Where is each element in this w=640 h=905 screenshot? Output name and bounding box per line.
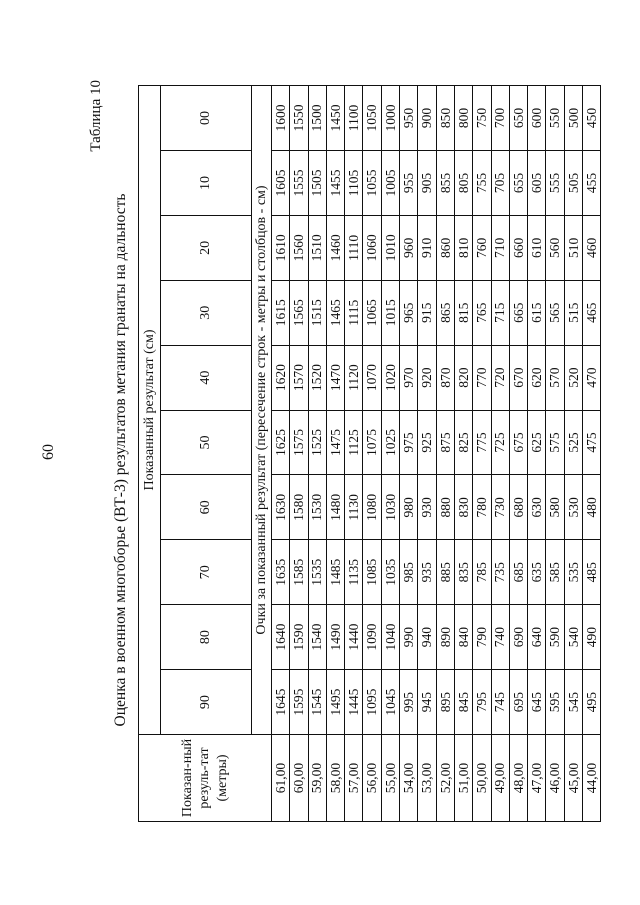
table-row xyxy=(473,86,491,822)
points-cell: 1135 xyxy=(345,540,363,605)
points-cell: 655 xyxy=(509,150,527,215)
points-cell: 1540 xyxy=(308,605,326,670)
result-meters-cell: 51,00 xyxy=(454,735,472,822)
table-row xyxy=(363,86,381,822)
points-cell: 645 xyxy=(528,670,546,735)
header-row-centimeters xyxy=(161,86,252,822)
points-cell: 1050 xyxy=(363,86,381,151)
points-cell: 635 xyxy=(528,540,546,605)
header-row-points-caption xyxy=(252,86,272,822)
points-cell: 960 xyxy=(400,215,418,280)
result-meters-cell: 57,00 xyxy=(345,735,363,822)
points-cell: 530 xyxy=(564,475,582,540)
points-cell: 1500 xyxy=(308,86,326,151)
result-meters-cell: 58,00 xyxy=(326,735,344,822)
points-cell: 1475 xyxy=(326,410,344,475)
points-cell: 865 xyxy=(436,280,454,345)
points-cell: 1040 xyxy=(381,605,399,670)
points-cell: 770 xyxy=(473,345,491,410)
points-cell: 720 xyxy=(491,345,509,410)
points-cell: 580 xyxy=(546,475,564,540)
points-cell: 860 xyxy=(436,215,454,280)
points-cell: 840 xyxy=(454,605,472,670)
points-cell: 1110 xyxy=(345,215,363,280)
points-cell: 730 xyxy=(491,475,509,540)
points-cell: 1060 xyxy=(363,215,381,280)
table-row xyxy=(400,86,418,822)
points-cell: 1065 xyxy=(363,280,381,345)
points-cell: 1015 xyxy=(381,280,399,345)
points-cell: 820 xyxy=(454,345,472,410)
points-cell: 495 xyxy=(583,670,601,735)
table-row xyxy=(491,86,509,822)
points-cell: 475 xyxy=(583,410,601,475)
points-cell: 700 xyxy=(491,86,509,151)
result-meters-cell: 59,00 xyxy=(308,735,326,822)
points-cell: 1115 xyxy=(345,280,363,345)
points-cell: 765 xyxy=(473,280,491,345)
points-cell: 965 xyxy=(400,280,418,345)
points-cell: 520 xyxy=(564,345,582,410)
table-row xyxy=(381,86,399,822)
points-cell: 570 xyxy=(546,345,564,410)
points-cell: 660 xyxy=(509,215,527,280)
points-cell: 940 xyxy=(418,605,436,670)
points-cell: 1130 xyxy=(345,475,363,540)
result-meters-cell: 60,00 xyxy=(290,735,308,822)
points-cell: 630 xyxy=(528,475,546,540)
table-row xyxy=(290,86,308,822)
column-header-cm: 70 xyxy=(161,540,252,605)
points-cell: 460 xyxy=(583,215,601,280)
points-cell: 625 xyxy=(528,410,546,475)
points-cell: 910 xyxy=(418,215,436,280)
points-cell: 1000 xyxy=(381,86,399,151)
points-cell: 605 xyxy=(528,150,546,215)
points-cell: 1070 xyxy=(363,345,381,410)
points-cell: 595 xyxy=(546,670,564,735)
points-cell: 855 xyxy=(436,150,454,215)
points-cell: 450 xyxy=(583,86,601,151)
points-cell: 1565 xyxy=(290,280,308,345)
result-meters-cell: 45,00 xyxy=(564,735,582,822)
points-cell: 1465 xyxy=(326,280,344,345)
points-cell: 1020 xyxy=(381,345,399,410)
points-cell: 920 xyxy=(418,345,436,410)
points-cell: 560 xyxy=(546,215,564,280)
points-cell: 995 xyxy=(400,670,418,735)
points-cell: 485 xyxy=(583,540,601,605)
points-cell: 555 xyxy=(546,150,564,215)
points-cell: 1045 xyxy=(381,670,399,735)
table-row xyxy=(509,86,527,822)
points-cell: 1120 xyxy=(345,345,363,410)
points-cell: 1030 xyxy=(381,475,399,540)
points-cell: 790 xyxy=(473,605,491,670)
points-cell: 740 xyxy=(491,605,509,670)
points-cell: 780 xyxy=(473,475,491,540)
result-meters-cell: 61,00 xyxy=(272,735,290,822)
result-meters-cell: 53,00 xyxy=(418,735,436,822)
points-cell: 760 xyxy=(473,215,491,280)
points-cell: 985 xyxy=(400,540,418,605)
points-cell: 685 xyxy=(509,540,527,605)
points-cell: 1105 xyxy=(345,150,363,215)
points-cell: 1090 xyxy=(363,605,381,670)
table-row xyxy=(418,86,436,822)
points-cell: 505 xyxy=(564,150,582,215)
points-cell: 875 xyxy=(436,410,454,475)
points-cell: 620 xyxy=(528,345,546,410)
points-cell: 1640 xyxy=(272,605,290,670)
points-cell: 640 xyxy=(528,605,546,670)
points-cell: 500 xyxy=(564,86,582,151)
points-cell: 670 xyxy=(509,345,527,410)
points-cell: 895 xyxy=(436,670,454,735)
points-cell: 550 xyxy=(546,86,564,151)
table-row xyxy=(546,86,564,822)
column-header-cm: 60 xyxy=(161,475,252,540)
points-cell: 1005 xyxy=(381,150,399,215)
points-cell: 925 xyxy=(418,410,436,475)
points-cell: 870 xyxy=(436,345,454,410)
points-cell: 750 xyxy=(473,86,491,151)
points-cell: 1480 xyxy=(326,475,344,540)
score-table xyxy=(138,85,601,822)
points-cell: 915 xyxy=(418,280,436,345)
points-cell: 1580 xyxy=(290,475,308,540)
points-cell: 1510 xyxy=(308,215,326,280)
points-cell: 1535 xyxy=(308,540,326,605)
points-cell: 1490 xyxy=(326,605,344,670)
points-cell: 835 xyxy=(454,540,472,605)
result-meters-cell: 46,00 xyxy=(546,735,564,822)
points-cell: 1625 xyxy=(272,410,290,475)
points-cell: 1530 xyxy=(308,475,326,540)
points-cell: 510 xyxy=(564,215,582,280)
table-row xyxy=(326,86,344,822)
points-cell: 515 xyxy=(564,280,582,345)
points-cell: 885 xyxy=(436,540,454,605)
points-cell: 1485 xyxy=(326,540,344,605)
points-cell: 1595 xyxy=(290,670,308,735)
points-cell: 1520 xyxy=(308,345,326,410)
result-meters-cell: 56,00 xyxy=(363,735,381,822)
points-cell: 680 xyxy=(509,475,527,540)
points-cell: 690 xyxy=(509,605,527,670)
table-row xyxy=(272,86,290,822)
result-meters-cell: 50,00 xyxy=(473,735,491,822)
points-cell: 705 xyxy=(491,150,509,215)
points-cell: 1545 xyxy=(308,670,326,735)
table-row xyxy=(345,86,363,822)
points-cell: 465 xyxy=(583,280,601,345)
points-cell: 1585 xyxy=(290,540,308,605)
column-header-cm: 10 xyxy=(161,150,252,215)
points-cell: 1620 xyxy=(272,345,290,410)
points-cell: 1495 xyxy=(326,670,344,735)
points-cell: 545 xyxy=(564,670,582,735)
table-row xyxy=(528,86,546,822)
points-caption: Очки за показанный результат (пересечение строк - метры и столбцов - см) xyxy=(252,86,272,735)
points-cell: 575 xyxy=(546,410,564,475)
points-cell: 525 xyxy=(564,410,582,475)
column-header-cm: 50 xyxy=(161,410,252,475)
points-cell: 1630 xyxy=(272,475,290,540)
points-cell: 830 xyxy=(454,475,472,540)
points-cell: 1035 xyxy=(381,540,399,605)
table-row xyxy=(308,86,326,822)
points-cell: 815 xyxy=(454,280,472,345)
points-cell: 585 xyxy=(546,540,564,605)
column-header-cm: 40 xyxy=(161,345,252,410)
points-cell: 675 xyxy=(509,410,527,475)
points-cell: 1560 xyxy=(290,215,308,280)
score-table-body xyxy=(272,86,601,822)
points-cell: 600 xyxy=(528,86,546,151)
result-meters-cell: 48,00 xyxy=(509,735,527,822)
points-cell: 1635 xyxy=(272,540,290,605)
points-cell: 1085 xyxy=(363,540,381,605)
points-cell: 810 xyxy=(454,215,472,280)
points-cell: 540 xyxy=(564,605,582,670)
points-cell: 1125 xyxy=(345,410,363,475)
points-cell: 470 xyxy=(583,345,601,410)
points-cell: 1055 xyxy=(363,150,381,215)
points-cell: 1605 xyxy=(272,150,290,215)
points-cell: 845 xyxy=(454,670,472,735)
table-label: Таблица 10 xyxy=(88,80,104,152)
points-cell: 650 xyxy=(509,86,527,151)
points-cell: 1025 xyxy=(381,410,399,475)
result-meters-cell: 44,00 xyxy=(583,735,601,822)
points-cell: 1575 xyxy=(290,410,308,475)
points-cell: 590 xyxy=(546,605,564,670)
points-cell: 565 xyxy=(546,280,564,345)
table-row xyxy=(583,86,601,822)
table-title: Оценка в военном многоборье (ВТ-3) результатов метания гранаты на дальность xyxy=(112,193,129,727)
page-number: 60 xyxy=(40,444,57,460)
points-cell: 1610 xyxy=(272,215,290,280)
points-cell: 1570 xyxy=(290,345,308,410)
points-cell: 695 xyxy=(509,670,527,735)
column-header-cm: 30 xyxy=(161,280,252,345)
result-meters-cell: 49,00 xyxy=(491,735,509,822)
points-cell: 905 xyxy=(418,150,436,215)
points-cell: 665 xyxy=(509,280,527,345)
column-header-cm: 90 xyxy=(161,670,252,735)
points-cell: 535 xyxy=(564,540,582,605)
points-cell: 1080 xyxy=(363,475,381,540)
result-meters-cell: 55,00 xyxy=(381,735,399,822)
points-cell: 615 xyxy=(528,280,546,345)
points-cell: 610 xyxy=(528,215,546,280)
points-cell: 980 xyxy=(400,475,418,540)
points-cell: 1075 xyxy=(363,410,381,475)
points-cell: 455 xyxy=(583,150,601,215)
points-cell: 1525 xyxy=(308,410,326,475)
points-cell: 1450 xyxy=(326,86,344,151)
points-cell: 1615 xyxy=(272,280,290,345)
points-cell: 795 xyxy=(473,670,491,735)
points-cell: 955 xyxy=(400,150,418,215)
points-cell: 745 xyxy=(491,670,509,735)
points-cell: 1645 xyxy=(272,670,290,735)
points-cell: 1555 xyxy=(290,150,308,215)
points-cell: 775 xyxy=(473,410,491,475)
points-cell: 1460 xyxy=(326,215,344,280)
points-cell: 900 xyxy=(418,86,436,151)
points-cell: 1010 xyxy=(381,215,399,280)
points-cell: 480 xyxy=(583,475,601,540)
points-cell: 1455 xyxy=(326,150,344,215)
header-row-shown-result xyxy=(139,86,161,822)
points-cell: 735 xyxy=(491,540,509,605)
points-cell: 975 xyxy=(400,410,418,475)
points-cell: 1095 xyxy=(363,670,381,735)
points-cell: 1590 xyxy=(290,605,308,670)
points-cell: 930 xyxy=(418,475,436,540)
points-cell: 825 xyxy=(454,410,472,475)
points-cell: 850 xyxy=(436,86,454,151)
points-cell: 990 xyxy=(400,605,418,670)
column-header-cm: 80 xyxy=(161,605,252,670)
result-meters-cell: 54,00 xyxy=(400,735,418,822)
points-cell: 1470 xyxy=(326,345,344,410)
points-cell: 890 xyxy=(436,605,454,670)
points-cell: 800 xyxy=(454,86,472,151)
points-cell: 755 xyxy=(473,150,491,215)
table-row xyxy=(436,86,454,822)
points-cell: 945 xyxy=(418,670,436,735)
shown-result-header: Показанный результат (см) xyxy=(139,86,161,735)
points-cell: 725 xyxy=(491,410,509,475)
points-cell: 710 xyxy=(491,215,509,280)
points-cell: 1515 xyxy=(308,280,326,345)
points-cell: 490 xyxy=(583,605,601,670)
points-cell: 880 xyxy=(436,475,454,540)
points-cell: 1440 xyxy=(345,605,363,670)
table-row xyxy=(454,86,472,822)
column-header-cm: 20 xyxy=(161,215,252,280)
points-cell: 1100 xyxy=(345,86,363,151)
points-cell: 785 xyxy=(473,540,491,605)
result-meters-cell: 52,00 xyxy=(436,735,454,822)
points-cell: 1505 xyxy=(308,150,326,215)
points-cell: 805 xyxy=(454,150,472,215)
points-cell: 935 xyxy=(418,540,436,605)
result-column-header: Показан-ный резуль-тат (метры) xyxy=(139,735,272,822)
points-cell: 715 xyxy=(491,280,509,345)
points-cell: 970 xyxy=(400,345,418,410)
column-header-cm: 00 xyxy=(161,86,252,151)
points-cell: 1445 xyxy=(345,670,363,735)
points-cell: 950 xyxy=(400,86,418,151)
table-row xyxy=(564,86,582,822)
points-cell: 1550 xyxy=(290,86,308,151)
result-meters-cell: 47,00 xyxy=(528,735,546,822)
points-cell: 1600 xyxy=(272,86,290,151)
